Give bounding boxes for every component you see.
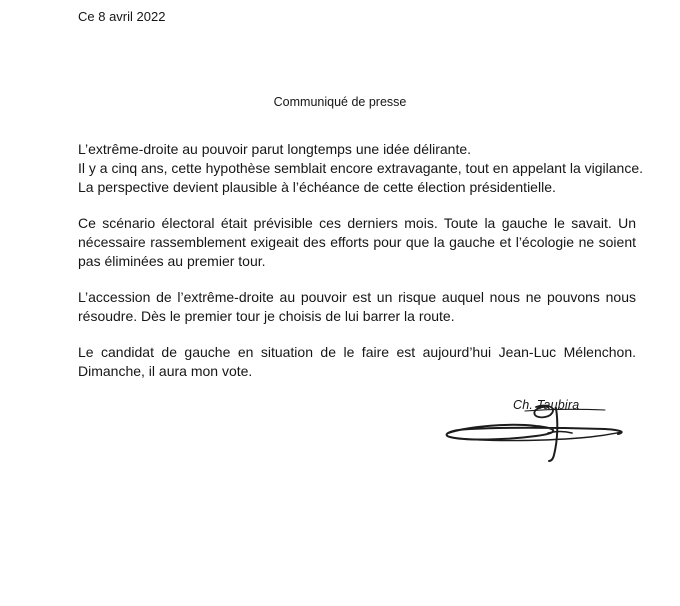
letter-date: Ce 8 avril 2022 [78, 9, 166, 24]
paragraph-1-line-3: La perspective devient plausible à l’échéance de cette élection présidentielle. [78, 179, 556, 195]
paragraph-4: Le candidat de gauche en situation de le faire est aujourd’hui Jean-Luc Mélenchon. Dimanche, il aura mon vote. [78, 344, 636, 379]
paragraph-1 [78, 140, 644, 197]
paragraph-3: L’accession de l’extrême-droite au pouvoir est un risque auquel nous ne pouvons nous résoudre. Dès le premier tour je choisis de lui barrer la route. [78, 289, 636, 324]
document-title: Communiqué de presse [273, 95, 407, 109]
handwritten-signature-icon [440, 395, 640, 465]
paragraph-1-line-1: L’extrême-droite au pouvoir parut longtemps une idée délirante. [78, 141, 472, 157]
paragraph-2: Ce scénario électoral était prévisible ces derniers mois. Toute la gauche le savait. Un nécessaire rassemblement exigeait des efforts pour que la gauche et l’écologie ne soient pas éliminées au premier tour. [78, 215, 636, 269]
signature-name: Ch. Taubira [513, 398, 580, 412]
paragraph-1-line-2: Il y a cinq ans, cette hypothèse semblait encore extravagante, tout en appelant la vigilance. [78, 160, 644, 176]
